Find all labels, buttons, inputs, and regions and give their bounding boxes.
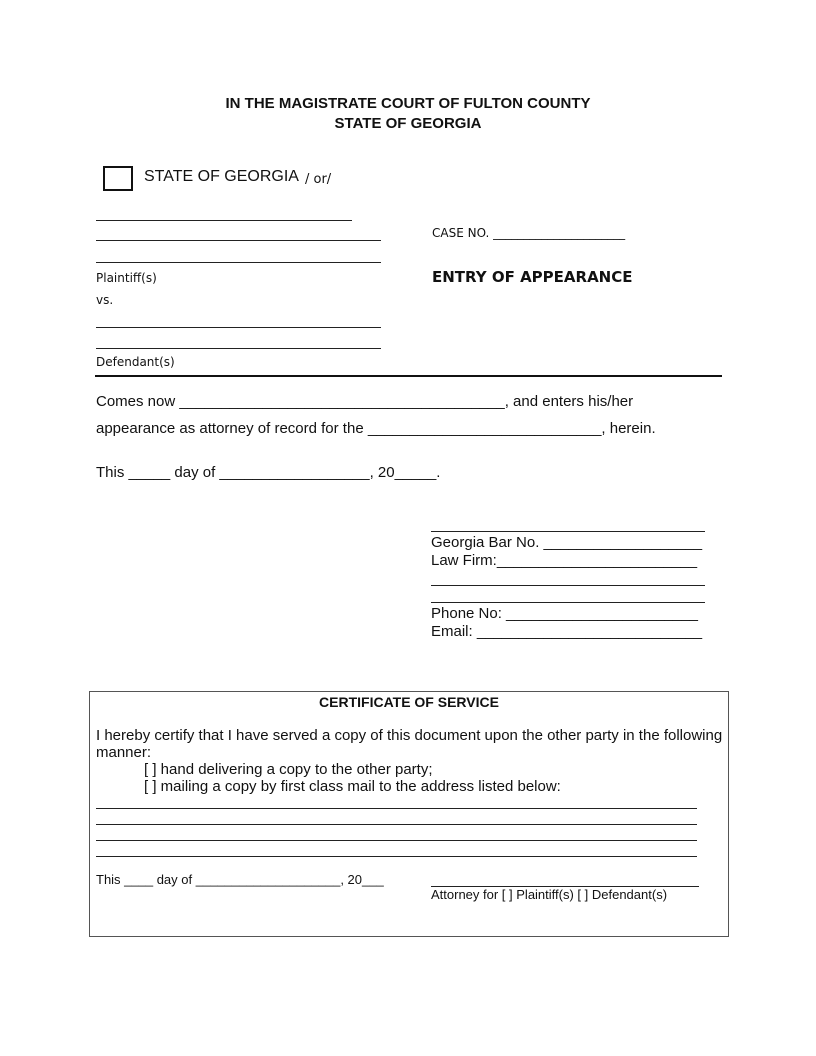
court-title: IN THE MAGISTRATE COURT OF FULTON COUNTY [225, 95, 591, 112]
email-field[interactable]: Email: ___________________________ [431, 623, 703, 640]
attorney-for-label[interactable]: Attorney for [ ] Plaintiff(s) [ ] Defendant(s) [431, 887, 668, 902]
vs-label: vs. [96, 293, 114, 307]
certificate-text-line-2: manner: [96, 744, 152, 761]
service-address-line-3[interactable] [96, 840, 697, 841]
defendant-line-2[interactable] [96, 348, 381, 349]
service-address-line-2[interactable] [96, 824, 697, 825]
address-line-1[interactable] [431, 585, 705, 586]
document-title: ENTRY OF APPEARANCE [432, 268, 633, 286]
defendant-line-1[interactable] [96, 327, 381, 328]
plaintiff-line-3[interactable] [96, 262, 381, 263]
appearance-line[interactable]: appearance as attorney of record for the ____________________________, herein. [96, 420, 656, 437]
certificate-text-line-1: I hereby certify that I have served a copy of this document upon the other party in the following [96, 727, 723, 744]
plaintiff-line-1[interactable] [96, 220, 352, 221]
service-address-line-1[interactable] [96, 808, 697, 809]
phone-field[interactable]: Phone No: _______________________ [431, 605, 698, 622]
service-option-hand[interactable]: [ ] hand delivering a copy to the other party; [144, 761, 433, 778]
service-address-line-4[interactable] [96, 856, 697, 857]
or-text: / or/ [305, 172, 332, 187]
certificate-date-line[interactable]: This ____ day of ____________________, 20___ [96, 872, 384, 887]
plaintiff-line-2[interactable] [96, 240, 381, 241]
law-firm-field[interactable]: Law Firm:________________________ [431, 552, 698, 569]
certificate-title: CERTIFICATE OF SERVICE [319, 694, 499, 710]
state-party-label: STATE OF GEORGIA [144, 168, 299, 185]
date-line[interactable]: This _____ day of __________________, 20_____. [96, 464, 441, 481]
case-number-field[interactable]: CASE NO. ______________________ [432, 226, 626, 240]
service-option-mail[interactable]: [ ] mailing a copy by first class mail to the address listed below: [144, 778, 561, 795]
defendant-label: Defendant(s) [96, 355, 175, 369]
bar-number-field[interactable]: Georgia Bar No. ___________________ [431, 534, 703, 551]
address-line-2[interactable] [431, 602, 705, 603]
comes-now-line[interactable]: Comes now _______________________________________, and enters his/her [96, 393, 634, 410]
plaintiff-label: Plaintiff(s) [96, 271, 157, 285]
signature-line[interactable] [431, 531, 705, 532]
caption-divider [95, 375, 722, 377]
state-party-checkbox[interactable] [103, 166, 133, 191]
state-title: STATE OF GEORGIA [334, 115, 482, 132]
